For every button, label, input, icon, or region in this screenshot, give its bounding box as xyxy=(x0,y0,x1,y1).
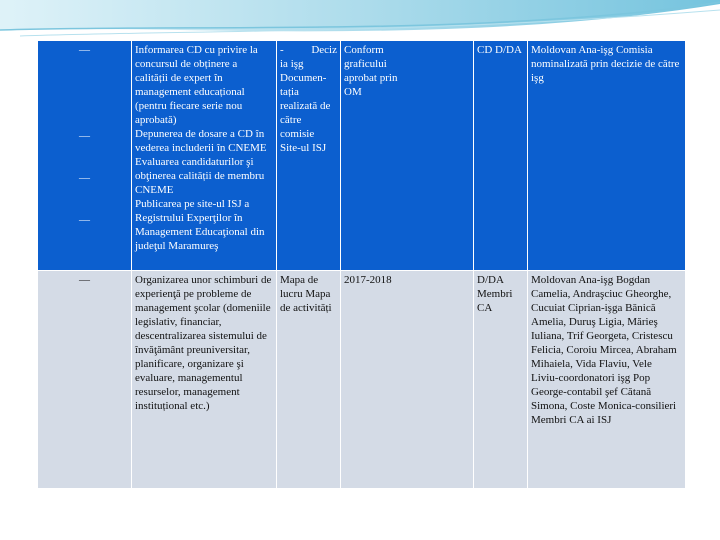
responsible-text: CD D/DA xyxy=(477,44,522,56)
table-row xyxy=(38,41,686,271)
bullet-dash: — xyxy=(79,130,90,142)
activity-item: Evaluarea candidaturilor şi obţinerea calității de membru CNEME xyxy=(135,156,265,196)
table-row xyxy=(38,271,686,489)
partners-cell xyxy=(528,271,686,489)
activity-item: Publicarea pe site-ul ISJ a Registrului Experţilor în Management Educaţional din judeţul Maramureş xyxy=(135,198,265,252)
resources-cell xyxy=(277,41,341,271)
activity-plan-table xyxy=(37,40,686,489)
resource-text: ia işg Documen-tația realizată de către comisie Site-ul ISJ xyxy=(280,58,331,154)
resource-text: Mapa de lucru Mapa de activități xyxy=(280,274,332,314)
activity-item: Depunerea de dosare a CD în vederea includerii în CNEME xyxy=(135,128,267,154)
partners-cell xyxy=(528,41,686,271)
resource-text: Deciz xyxy=(311,44,337,56)
term-cell xyxy=(341,271,474,489)
partners-text: Moldovan Ana-işg Comisia nominalizată prin decizie de către işg xyxy=(531,44,680,84)
bullet-dash: — xyxy=(79,44,90,56)
term-cell xyxy=(341,41,474,271)
activities-cell xyxy=(132,41,277,271)
resource-dash: - xyxy=(280,44,284,56)
activity-item: Organizarea unor schimburi de experienţă pe probleme de management şcolar (domeniile legislativ, financiar, descentralizarea sistemului de învăţământ preuniversitar, planificare, organizare şi evaluare, managementul resurselor, management instituțional etc.) xyxy=(135,274,272,412)
bullet-cell xyxy=(38,271,132,489)
bullet-dash: — xyxy=(79,274,90,286)
activity-item: Informarea CD cu privire la concursul de obținere a calității de expert în management educațional (pentru fiecare serie nou aprobată) xyxy=(135,44,258,126)
term-text: Conform graficului aprobat prin OM xyxy=(344,44,398,98)
partners-text: Moldovan Ana-işg Bogdan Camelia, Andraşciuc Gheorghe, Cucuiat Ciprian-işgа Bănică Amelia, Duruş Ligia, Mărieş Iuliana, Trif Georgeta, Cristescu Felicia, Coroiu Mircea, Abraham Mihaiela, Vida Flaviu, Vele Liviu-coordonatori işg Pop George-contabil şef Cătană Simona, Coste Monica-consilieri Membri CA ai ISJ xyxy=(531,274,677,426)
responsible-cell xyxy=(474,41,528,271)
bullet-cell xyxy=(38,41,132,271)
bullet-dash: — xyxy=(79,172,90,184)
activities-cell xyxy=(132,271,277,489)
bullet-dash: — xyxy=(79,214,90,226)
term-text: 2017-2018 xyxy=(344,274,392,286)
responsible-cell xyxy=(474,271,528,489)
resources-cell xyxy=(277,271,341,489)
responsible-text: D/DA Membri CA xyxy=(477,274,513,314)
decorative-header-swoosh xyxy=(0,0,720,40)
